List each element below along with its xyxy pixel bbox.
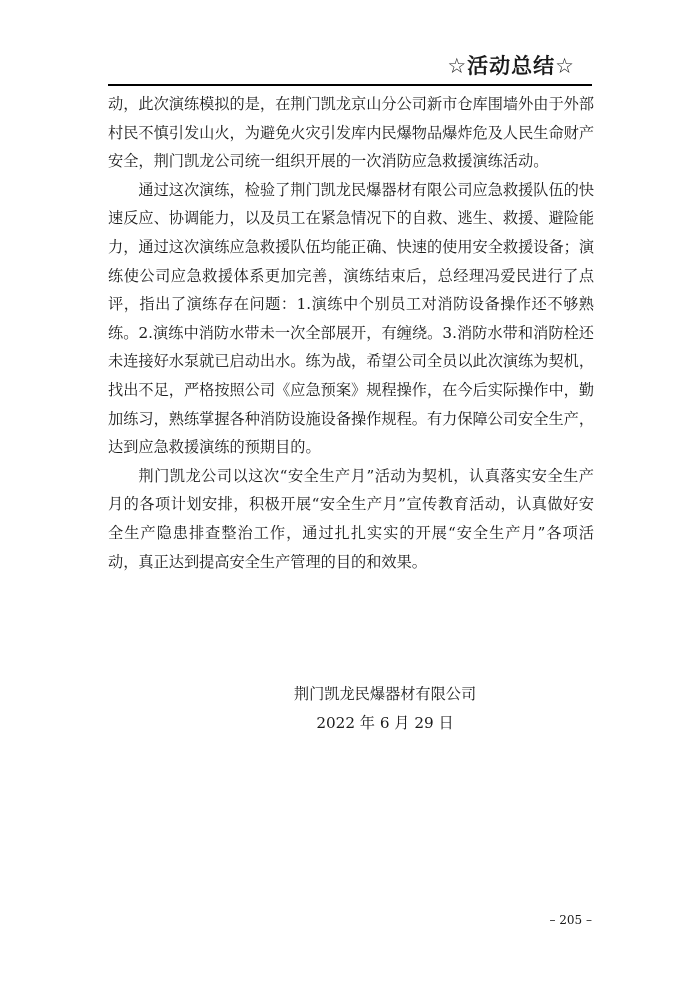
signature-block — [0, 680, 700, 738]
paragraph-drill-review: 通过这次演练，检验了荆门凯龙民爆器材有限公司应急救援队伍的快速反应、协调能力，以及员工在紧急情况下的自救、逃生、救援、避险能力，通过这次演练应急救援队伍均能正确、快速的使用安全救援设备；演练使公司应急救援体系更加完善，演练结束后，总经理冯爱民进行了点评，指出了演练存在问题：1.演练中个别员工对消防设备操作还不够熟练。2.演练中消防水带未一次全部展开，有缠绕。3.消防水带和消防栓还未连接好水泵就已启动出水。练为战，希望公司全员以此次演练为契机，找出不足，严格按照公司《应急预案》规程操作，在今后实际操作中，勤加练习，熟练掌握各种消防设施设备操作规程。有力保障公司安全生产，达到应急救援演练的预期目的。 — [108, 180, 595, 457]
body-text — [108, 90, 594, 576]
header-rule — [108, 84, 592, 86]
signature-organization: 荆门凯龙民爆器材有限公司 — [293, 685, 477, 703]
page-number: – 205 – — [549, 913, 592, 927]
paragraph-safety-month: 荆门凯龙公司以这次“安全生产月”活动为契机，认真落实安全生产月的各项计划安排，积极开展“安全生产月”宣传教育活动，认真做好安全生产隐患排查整治工作，通过扎扎实实的开展“安全生产月”各项活动，真正达到提高安全生产管理的目的和效果。 — [108, 466, 594, 571]
paragraph-continuation: 动，此次演练模拟的是，在荆门凯龙京山分公司新市仓库围墙外由于外部村民不慎引发山火，为避免火灾引发库内民爆物品爆炸危及人民生命财产安全，荆门凯龙公司统一组织开展的一次消防应急救援演练活动。 — [108, 95, 594, 171]
signature-date: 2022 年 6 月 29 日 — [316, 714, 454, 732]
header-title: ☆活动总结☆ — [447, 54, 575, 78]
